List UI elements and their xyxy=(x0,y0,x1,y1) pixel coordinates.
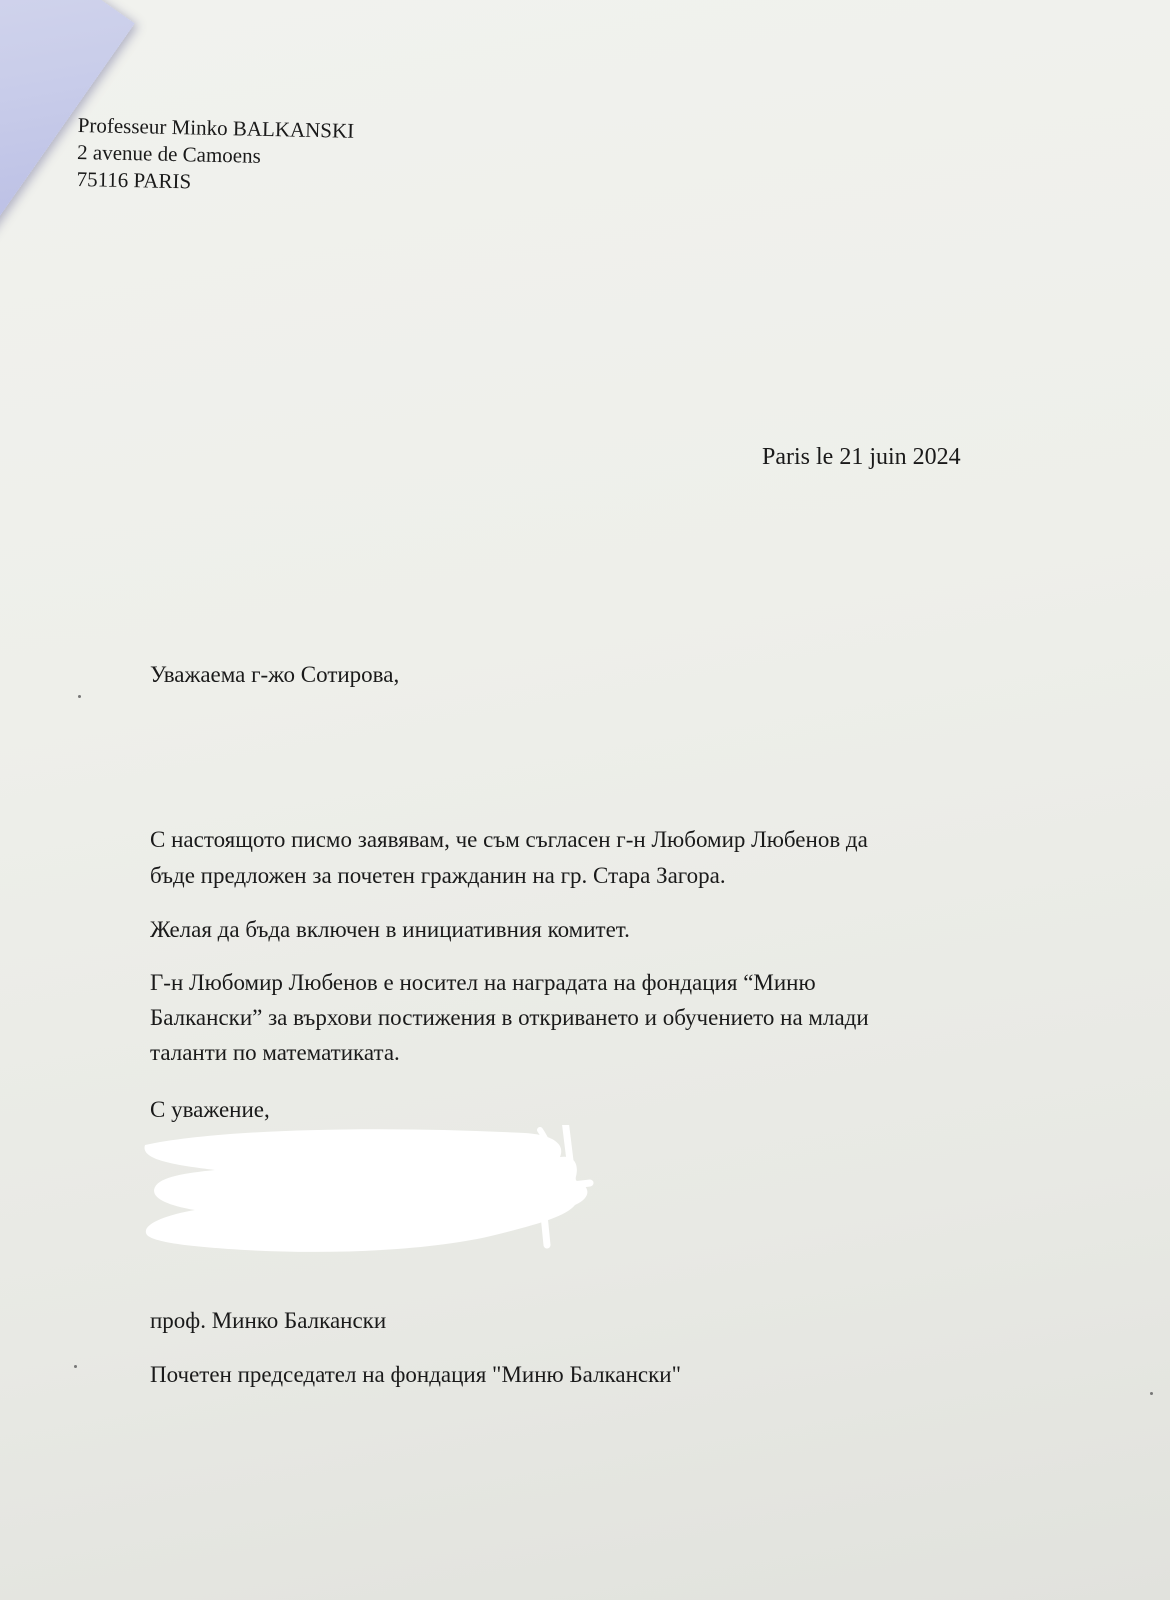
redacted-signature xyxy=(135,1125,615,1275)
body-paragraph-3-line-3: таланти по математиката. xyxy=(150,1040,400,1065)
salutation: Уважаема г-жо Сотирова, xyxy=(150,662,400,687)
signature-stroke-1 xyxy=(565,1125,590,1185)
body-paragraph-3-line-2: Балкански” за върхови постижения в откриването и обучението на млади xyxy=(150,1005,869,1030)
sender-address xyxy=(76,112,354,199)
signatory-title: Почетен председател на фондация "Миню Балкански" xyxy=(150,1362,681,1387)
paper-speck xyxy=(78,695,81,698)
sender-name: Professeur Minko BALKANSKI xyxy=(77,112,355,143)
body-paragraph-2: Желая да бъда включен в инициативния комитет. xyxy=(150,917,630,942)
sender-city: 75116 PARIS xyxy=(76,166,192,194)
body-paragraph-1-line-2: бъде предложен за почетен гражданин на гр. Стара Загора. xyxy=(150,863,726,888)
body-paragraph-3-line-1: Г-н Любомир Любенов е носител на наградата на фондация “Миню xyxy=(150,970,816,995)
signatory-name: проф. Минко Балкански xyxy=(150,1308,387,1333)
sender-street: 2 avenue de Camoens xyxy=(76,139,262,168)
letter-date: Paris le 21 juin 2024 xyxy=(762,444,961,470)
body-paragraph-1-line-1: С настоящото писмо заявявам, че съм съгласен г-н Любомир Любенов да xyxy=(150,827,868,852)
paper-speck xyxy=(74,1365,77,1368)
redaction-blob xyxy=(145,1129,588,1252)
closing-phrase: С уважение, xyxy=(150,1097,270,1122)
paper-speck xyxy=(1150,1392,1153,1395)
